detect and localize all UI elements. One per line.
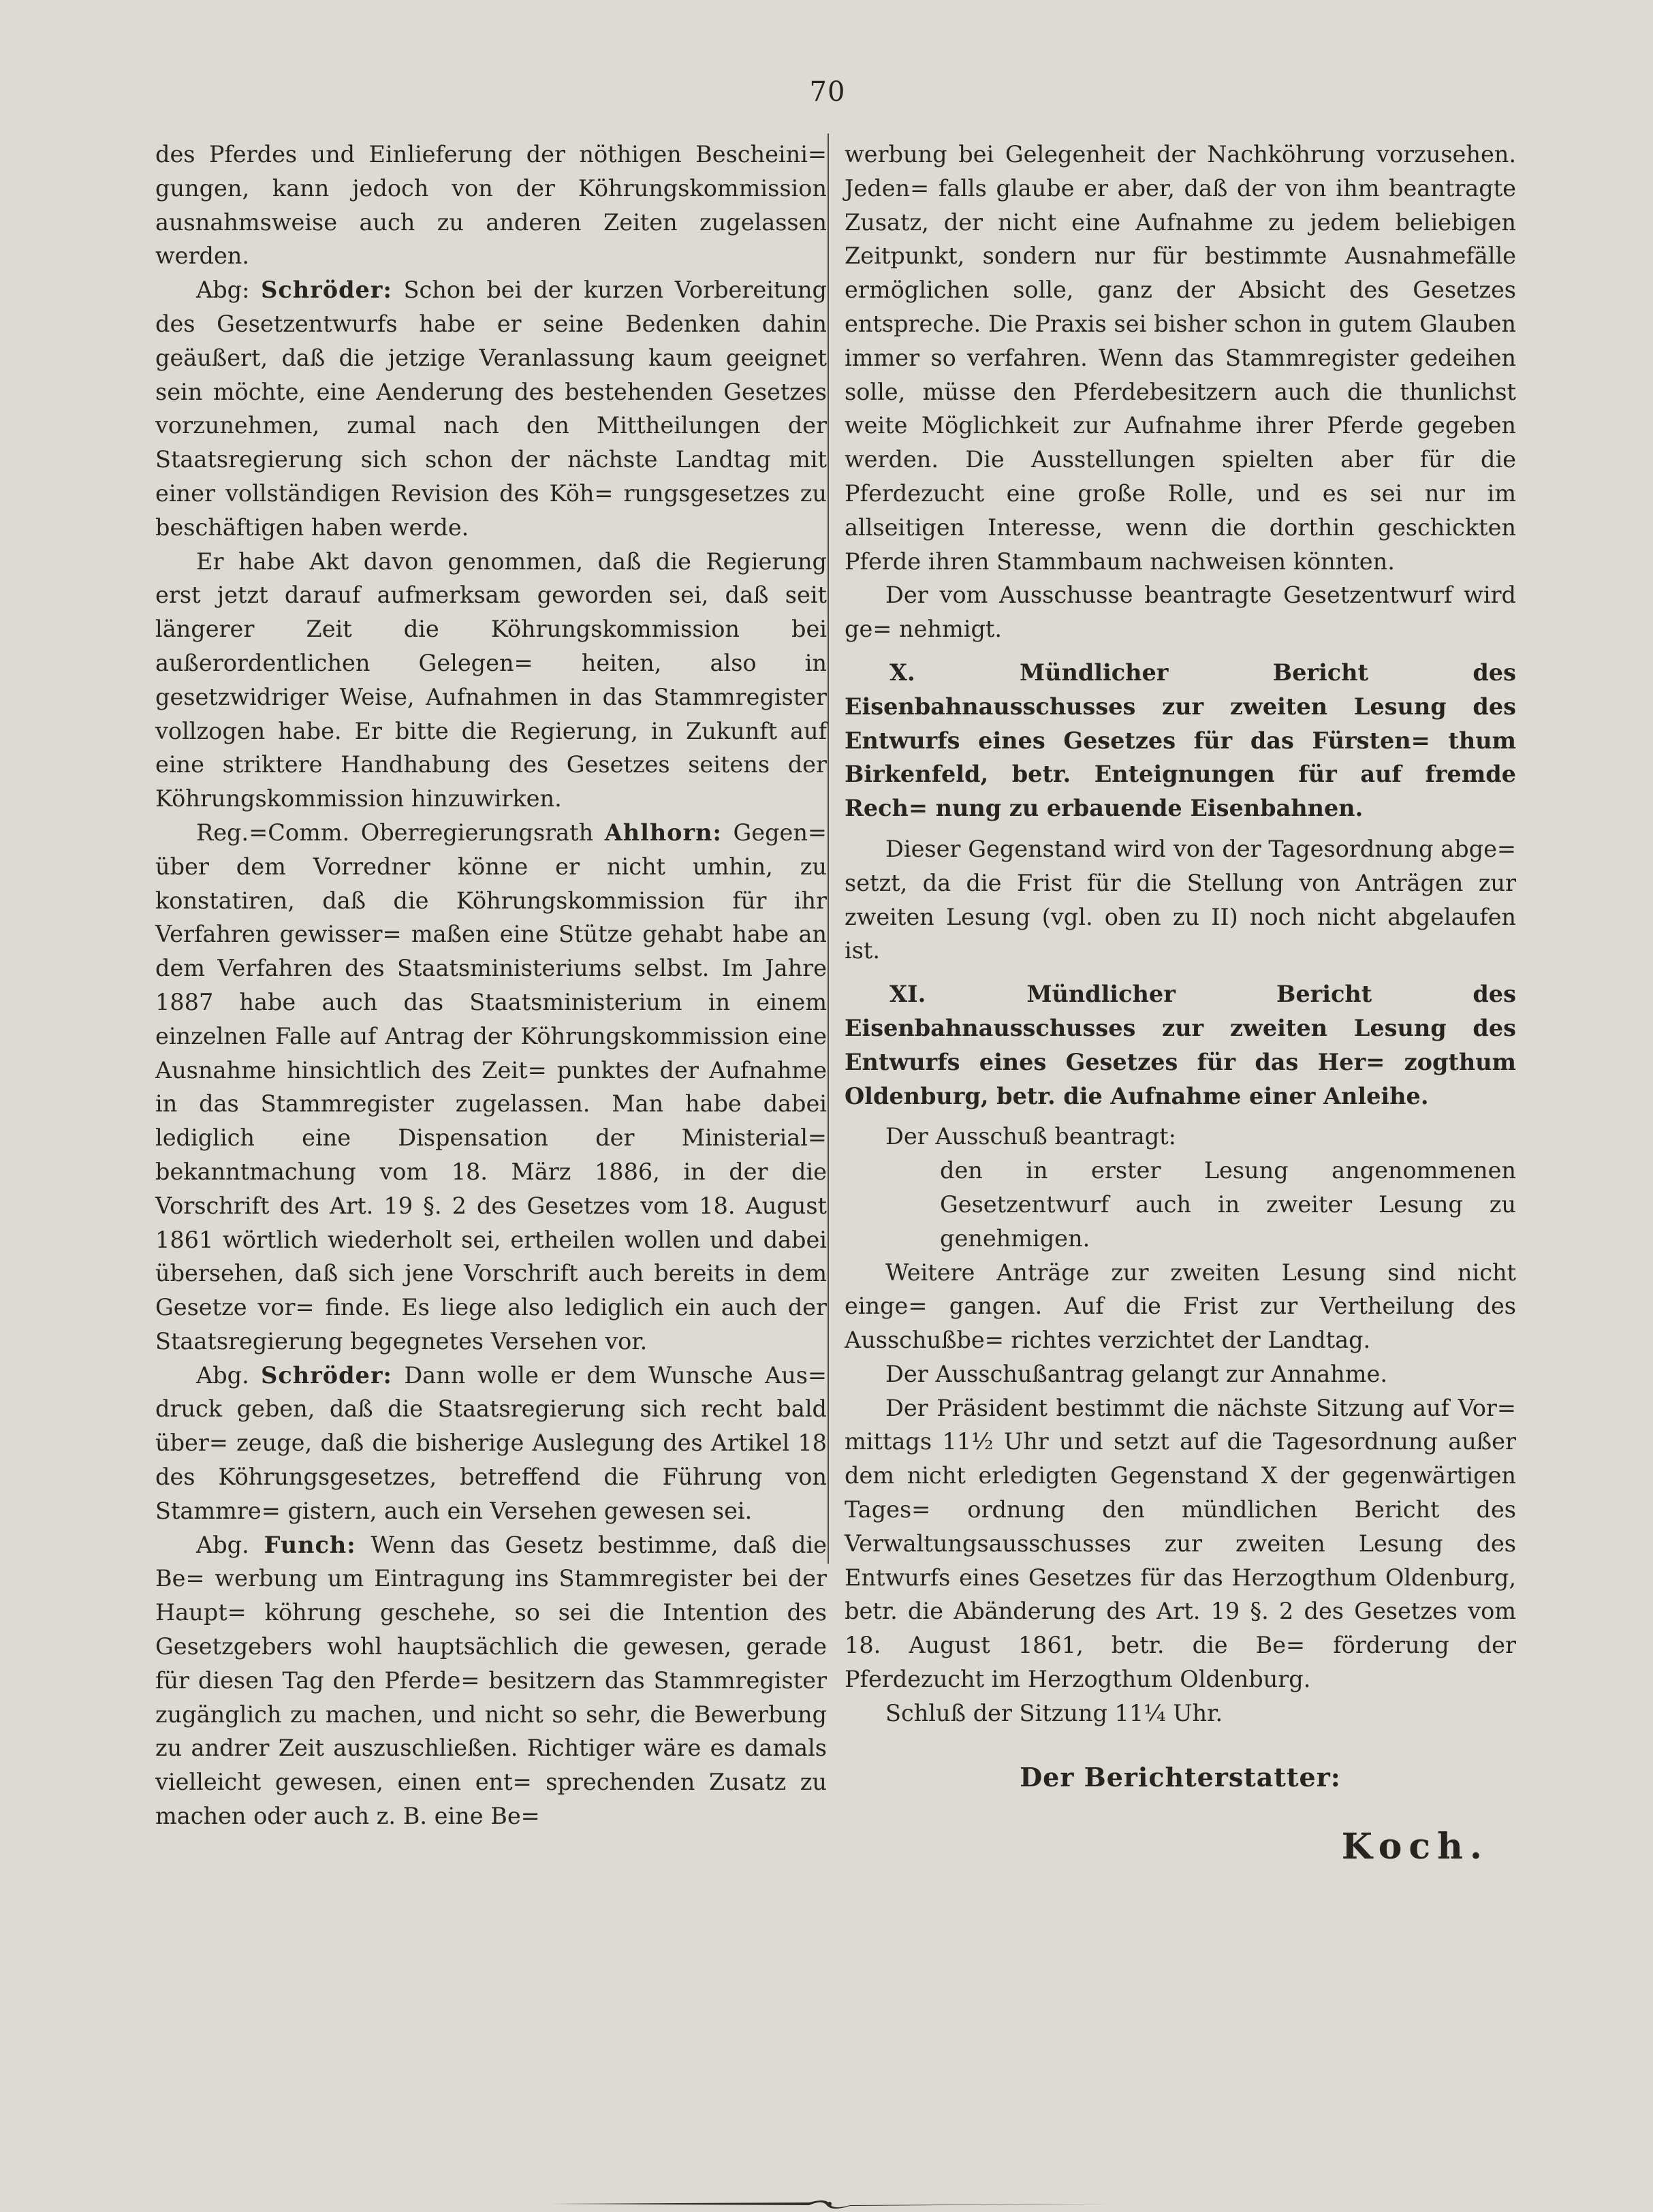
speech-paragraph: [155, 273, 827, 544]
paragraph: Weitere Anträge zur zweiten Lesung sind nicht einge= gangen. Auf die Frist zur Vertheilung des Ausschußbe= richtes verzichtet der Landtag.: [845, 1259, 1516, 1354]
speaker-prefix: Reg.=Comm. Oberregierungsrath: [196, 819, 594, 846]
speaker-prefix: Abg.: [196, 1531, 249, 1558]
column-divider: [828, 133, 829, 1564]
left-column: [155, 138, 827, 1833]
closing-line: Schluß der Sitzung 11¼ Uhr.: [885, 1699, 1223, 1726]
ornament-icon: [550, 2196, 1109, 2212]
speech-text: Gegen= über dem Vorredner könne er nicht umhin, zu konstatiren, daß die Köhrungskommission für ihr Verfahren gewisser= maßen eine Stütze gehabt habe an dem Verfahren des Staatsministeriums selbst. Im Jahre 1887 habe auch das Staatsministerium in einem einzelnen Falle auf Antrag der Köhrungskommission eine Ausnahme hinsichtlich des Zeit= punktes der Aufnahme in das Stammregister zugelassen. Man habe dabei lediglich eine Dispensation der Ministerial= bekanntmachung vom 18. März 1886, in der die Vorschrift des Art. 19 §. 2 des Gesetzes vom 18. August 1861 wörtlich wiederholt sei, ertheilen wollen und dabei übersehen, daß sich jene Vorschrift auch bereits in dem Gesetze vor= finde. Es liege also lediglich ein auch der Staatsregierung begegnetes Versehen vor.: [155, 819, 827, 1355]
speech-text: Dann wolle er dem Wunsche Aus= druck geben, daß die Staatsregierung sich recht bald über= zeuge, daß die bisherige Auslegung des Artikel 18 des Köhrungsgesetzes, betreffend die Führung von Stammre= gistern, auch ein Versehen gewesen sei.: [155, 1361, 828, 1524]
speaker-name: Schröder:: [261, 1361, 392, 1389]
speech-paragraph: [155, 1528, 827, 1833]
paragraph: Der Präsident bestimmt die nächste Sitzung auf Vor= mittags 11½ Uhr und setzt auf die Tagesordnung außer dem nicht erledigten Gegenstand X der gegenwärtigen Tages= ordnung den mündlichen Bericht des Verwaltungsausschusses zur zweiten Lesung des Entwurfs eines Gesetzes für das Herzogthum Oldenburg, betr. die Abänderung des Art. 19 §. 2 des Gesetzes vom 18. August 1861, betr. die Be= förderung der Pferdezucht im Herzogthum Oldenburg.: [845, 1394, 1516, 1693]
speech-text: Schon bei der kurzen Vorbereitung des Gesetzentwurfs habe er seine Bedenken dahin geäußert, daß die jetzige Veranlassung kaum geeignet sein möchte, eine Aenderung des bestehenden Gesetzes vorzunehmen, zumal nach den Mittheilungen der Staatsregierung sich schon der nächste Landtag mit einer vollständigen Revision des Köh= rungsgesetzes zu beschäftigen haben werde.: [155, 276, 827, 541]
speech-paragraph: [155, 816, 827, 1359]
agenda-heading-x: X. Mündlicher Bericht des Eisenbahnausschusses zur zweiten Lesung des Entwurfs eines Gesetzes für das Fürsten= thum Birkenfeld, betr. Enteignungen für auf fremde Rech= nung zu erbauende Eisenbahnen.: [845, 659, 1516, 822]
paragraph: Dieser Gegenstand wird von der Tagesordnung abge= setzt, da die Frist für die Stellung von Anträgen zur zweiten Lesung (vgl. oben zu II) noch nicht abgelaufen ist.: [845, 835, 1516, 964]
speaker-name: Ahlhorn:: [604, 819, 722, 846]
paragraph: Er habe Akt davon genommen, daß die Regierung erst jetzt darauf aufmerksam geworden sei, daß seit längerer Zeit die Köhrungskommission bei außerordentlichen Gelegen= heiten, also in gesetzwidriger Weise, Aufnahmen in das Stammregister vollzogen habe. Er bitte die Regierung, in Zukunft auf eine striktere Handhabung des Gesetzes seitens der Köhrungskommission hinzuwirken.: [155, 548, 827, 812]
paragraph: Der Ausschußantrag gelangt zur Annahme.: [885, 1360, 1387, 1387]
speaker-name: Funch:: [264, 1531, 356, 1558]
paragraph: werbung bei Gelegenheit der Nachköhrung vorzusehen. Jeden= falls glaube er aber, daß der von ihm beantragte Zusatz, der nicht eine Aufnahme zu jedem beliebigen Zeitpunkt, sondern nur für bestimmte Ausnahmefälle ermöglichen solle, ganz der Absicht des Gesetzes entspreche. Die Praxis sei bisher schon in gutem Glauben immer so verfahren. Wenn das Stammregister gedeihen solle, müsse den Pferdebesitzern auch die thunlichst weite Möglichkeit zur Aufnahme ihrer Pferde gegeben werden. Die Ausstellungen spielten aber für die Pferdezucht eine große Rolle, und es sei nur im allseitigen Interesse, wenn die dorthin geschickten Pferde ihren Stammbaum nachweisen könnten.: [845, 141, 1516, 575]
page-number: 70: [809, 76, 846, 108]
ornamental-rule: [550, 2196, 1109, 2212]
reporter-label: Der Berichterstatter:: [1020, 1761, 1341, 1792]
paragraph: des Pferdes und Einlieferung der nöthigen Bescheini= gungen, kann jedoch von der Köhrungskommission ausnahmsweise auch zu anderen Zeiten zugelassen werden.: [155, 141, 827, 270]
paragraph: Der Ausschuß beantragt:: [885, 1123, 1176, 1150]
speaker-name: Schröder:: [261, 276, 392, 304]
speaker-prefix: Abg.: [196, 1361, 249, 1389]
speech-paragraph: [155, 1359, 827, 1528]
speech-text: Wenn das Gesetz bestimme, daß die Be= werbung um Eintragung ins Stammregister bei der Haupt= köhrung geschehe, so sei die Intention des Gesetzgebers wohl hauptsächlich die gewesen, gerade für diesen Tag den Pferde= besitzern das Stammregister zugänglich zu machen, und nicht so sehr, die Bewerbung zu andrer Zeit auszuschließen. Richtiger wäre es damals vielleicht gewesen, einen ent= sprechenden Zusatz zu machen oder auch z. B. eine Be=: [155, 1531, 827, 1830]
signature: Koch.: [1341, 1826, 1489, 1868]
motion-quote: den in erster Lesung angenommenen Gesetzentwurf auch in zweiter Lesung zu genehmigen.: [940, 1157, 1516, 1252]
agenda-heading-xi: XI. Mündlicher Bericht des Eisenbahnausschusses zur zweiten Lesung des Entwurfs eines Gesetzes für das Her= zogthum Oldenburg, betr. die Aufnahme einer Anleihe.: [845, 981, 1516, 1109]
speaker-prefix: Abg:: [196, 276, 250, 304]
paragraph: Der vom Ausschusse beantragte Gesetzentwurf wird ge= nehmigt.: [845, 582, 1516, 643]
right-column: [845, 138, 1516, 1867]
